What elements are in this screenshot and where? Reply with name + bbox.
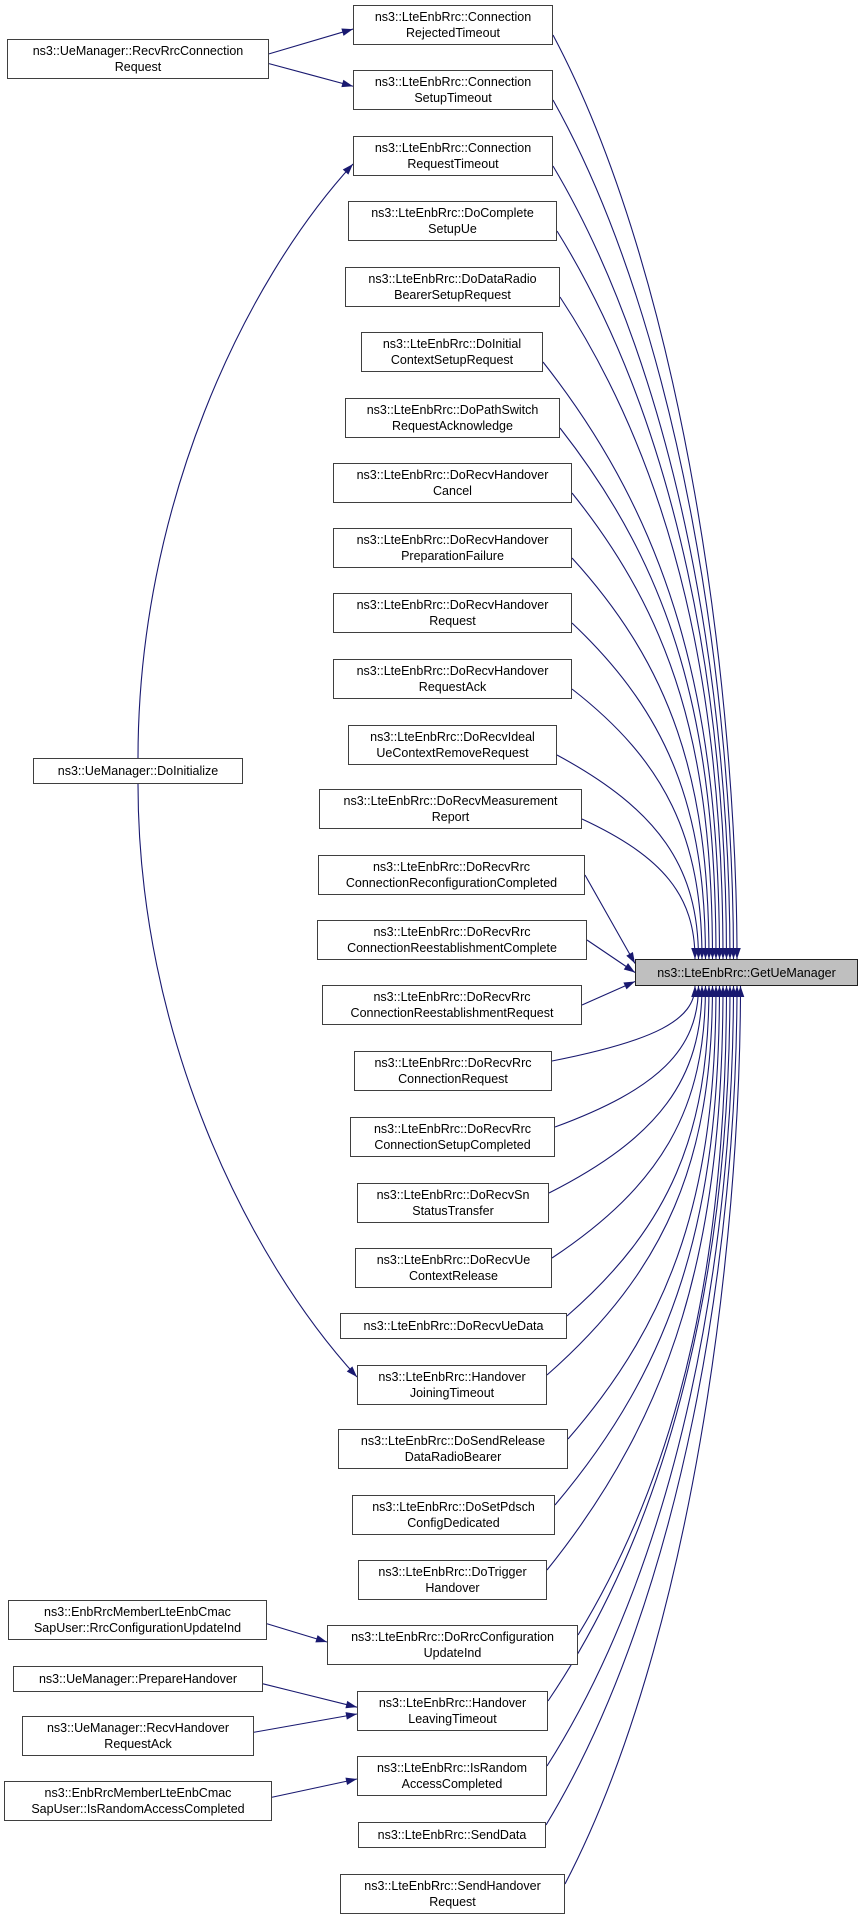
node-do-recv-rrc-connection-setup-completed[interactable] <box>350 1117 555 1157</box>
node-do-complete-setup-ue[interactable] <box>348 201 557 241</box>
node-label-line: AccessCompleted <box>401 1777 503 1791</box>
node-label-line: ns3::UeManager::PrepareHandover <box>38 1672 238 1686</box>
node-label-line: ns3::LteEnbRrc::DoRecvRrc <box>373 990 531 1004</box>
node-is-random-access-completed[interactable] <box>357 1756 547 1796</box>
node-do-recv-sn-status-transfer[interactable] <box>357 1183 549 1223</box>
node-label-line: UpdateInd <box>423 1646 482 1660</box>
node-label-line: ConnectionReconfigurationCompleted <box>345 876 558 890</box>
node-label-line: ns3::UeManager::RecvHandover <box>46 1721 230 1735</box>
node-label-line: LeavingTimeout <box>408 1712 497 1726</box>
edge-recv-rrc-connection-request-to-connection-setup-timeout <box>269 64 353 87</box>
node-label-line: ns3::LteEnbRrc::DoRecvUeData <box>363 1319 544 1333</box>
node-do-trigger-handover[interactable] <box>358 1560 547 1600</box>
edge-do-send-release-data-radio-bearer-to-get-ue-manager <box>568 986 716 1439</box>
edge-recv-rrc-connection-request-to-connection-setup-timeout-arrowhead <box>341 80 353 87</box>
node-label-line: ns3::LteEnbRrc::DoComplete <box>371 206 534 220</box>
node-label-line: RequestAck <box>418 680 487 694</box>
node-label-line: SapUser::IsRandomAccessCompleted <box>31 1802 245 1816</box>
node-do-recv-handover-request-ack[interactable] <box>333 659 572 699</box>
node-do-recv-ue-context-release[interactable] <box>355 1248 552 1288</box>
node-label-line: ns3::LteEnbRrc::Handover <box>378 1696 527 1710</box>
node-label-line: ns3::LteEnbRrc::DoRecvHandover <box>356 664 549 678</box>
node-label-line: ns3::EnbRrcMemberLteEnbCmac <box>44 1605 231 1619</box>
node-do-set-pdsch-config-dedicated[interactable] <box>352 1495 555 1535</box>
node-label-line: SetupTimeout <box>414 91 492 105</box>
edge-do-recv-rrc-connection-reestablishment-complete-to-get-ue-manager-arrowhead <box>624 963 635 972</box>
edge-recv-rrc-connection-request-to-connection-rejected-timeout <box>269 29 353 54</box>
node-get-ue-manager <box>635 959 858 986</box>
node-do-rrc-configuration-update-ind[interactable] <box>327 1625 578 1665</box>
node-do-recv-rrc-connection-reestablishment-complete[interactable] <box>317 920 587 960</box>
node-label-line: ns3::LteEnbRrc::IsRandom <box>376 1761 528 1775</box>
node-do-recv-handover-preparation-failure[interactable] <box>333 528 572 568</box>
node-label-line: RequestAcknowledge <box>392 419 513 433</box>
node-label-line: ns3::LteEnbRrc::DoPathSwitch <box>366 403 539 417</box>
edge-recv-handover-request-ack-to-handover-leaving-timeout <box>254 1714 357 1732</box>
node-label-line: ns3::LteEnbRrc::Connection <box>374 10 532 24</box>
edge-do-recv-rrc-connection-reconfiguration-completed-to-get-ue-manager <box>585 875 635 964</box>
node-label-line: ns3::LteEnbRrc::DoRecvUe <box>376 1253 531 1267</box>
node-do-initialize[interactable] <box>33 758 243 784</box>
edge-cmac-is-random-access-completed-to-is-random-access-completed <box>272 1779 357 1797</box>
node-connection-setup-timeout[interactable] <box>353 70 553 110</box>
node-label-line: Request <box>429 614 476 628</box>
node-label-line: ns3::LteEnbRrc::DoRrcConfiguration <box>351 1630 554 1644</box>
node-label-line: ConnectionSetupCompleted <box>374 1138 531 1152</box>
node-connection-rejected-timeout[interactable] <box>353 5 553 45</box>
node-do-recv-handover-request[interactable] <box>333 593 572 633</box>
edge-handover-leaving-timeout-to-get-ue-manager <box>548 986 730 1701</box>
node-connection-request-timeout[interactable] <box>353 136 553 176</box>
node-do-recv-rrc-connection-request[interactable] <box>354 1051 552 1091</box>
node-label-line: ns3::LteEnbRrc::DoRecvRrc <box>372 860 530 874</box>
node-label-line: BearerSetupRequest <box>394 288 511 302</box>
node-label-line: Report <box>431 810 470 824</box>
node-label-line: Cancel <box>433 484 472 498</box>
node-send-data[interactable] <box>358 1822 546 1848</box>
node-label-line: ns3::LteEnbRrc::DoTrigger <box>378 1565 527 1579</box>
node-label-line: StatusTransfer <box>412 1204 494 1218</box>
node-do-recv-measurement-report[interactable] <box>319 789 582 829</box>
node-label-line: RejectedTimeout <box>405 26 501 40</box>
node-label-line: ContextRelease <box>409 1269 498 1283</box>
node-label-line: ns3::LteEnbRrc::SendData <box>377 1828 527 1842</box>
edge-do-recv-rrc-connection-reestablishment-request-to-get-ue-manager-arrowhead <box>623 982 635 990</box>
node-label-line: SetupUe <box>428 222 477 236</box>
node-label-line: ns3::LteEnbRrc::DoRecvHandover <box>356 533 549 547</box>
node-label-line: Handover <box>425 1581 480 1595</box>
edge-do-recv-handover-preparation-failure-to-get-ue-manager <box>572 558 709 959</box>
node-do-recv-ue-data[interactable] <box>340 1313 567 1339</box>
node-label-line: ns3::LteEnbRrc::Connection <box>374 75 532 89</box>
node-label-line: ConnectionRequest <box>398 1072 508 1086</box>
edge-prepare-handover-to-handover-leaving-timeout <box>263 1684 357 1707</box>
node-do-path-switch-request-acknowledge[interactable] <box>345 398 560 438</box>
edge-prepare-handover-to-handover-leaving-timeout-arrowhead <box>345 1701 357 1708</box>
node-label-line: ns3::LteEnbRrc::DoRecvHandover <box>356 468 549 482</box>
node-label-line: ns3::LteEnbRrc::DoDataRadio <box>368 272 537 286</box>
edge-do-recv-rrc-connection-reconfiguration-completed-to-get-ue-manager-arrowhead <box>626 952 635 963</box>
edge-recv-rrc-connection-request-to-connection-rejected-timeout-arrowhead <box>341 29 353 36</box>
node-handover-leaving-timeout[interactable] <box>357 1691 548 1731</box>
edge-recv-handover-request-ack-to-handover-leaving-timeout-arrowhead <box>346 1712 357 1719</box>
node-label-line: PreparationFailure <box>401 549 504 563</box>
node-label-line: ns3::LteEnbRrc::Connection <box>374 141 532 155</box>
edge-cmac-is-random-access-completed-to-is-random-access-completed-arrowhead <box>345 1778 357 1785</box>
node-do-recv-rrc-connection-reconfiguration-completed[interactable] <box>318 855 585 895</box>
node-label-line: ns3::LteEnbRrc::DoRecvRrc <box>373 1122 531 1136</box>
node-label-line: ns3::LteEnbRrc::DoRecvSn <box>376 1188 530 1202</box>
node-do-recv-ideal-ue-context-remove-request[interactable] <box>348 725 557 765</box>
node-label-line: ConnectionReestablishmentRequest <box>350 1006 554 1020</box>
node-label-line: ns3::LteEnbRrc::SendHandover <box>364 1879 541 1893</box>
node-label-line: ns3::LteEnbRrc::DoRecvIdeal <box>370 730 535 744</box>
node-label-line: SapUser::RrcConfigurationUpdateInd <box>33 1621 242 1635</box>
node-label-line: ns3::EnbRrcMemberLteEnbCmac <box>44 1786 232 1800</box>
edge-do-recv-ue-context-release-to-get-ue-manager <box>552 986 706 1258</box>
node-recv-handover-request-ack[interactable] <box>22 1716 254 1756</box>
edge-connection-request-timeout-to-get-ue-manager <box>553 166 730 959</box>
node-label-line: DataRadioBearer <box>404 1450 502 1464</box>
node-do-data-radio-bearer-setup-request[interactable] <box>345 267 560 307</box>
node-handover-joining-timeout[interactable] <box>357 1365 547 1405</box>
edge-send-data-to-get-ue-manager <box>546 986 737 1825</box>
node-label-line: ContextSetupRequest <box>390 353 514 367</box>
node-label-line: JoiningTimeout <box>409 1386 495 1400</box>
node-send-handover-request[interactable] <box>340 1874 565 1914</box>
node-label-line: RequestTimeout <box>407 157 499 171</box>
node-label-line: ConnectionReestablishmentComplete <box>347 941 557 955</box>
edge-do-recv-measurement-report-to-get-ue-manager <box>582 819 695 959</box>
node-label-line: ns3::LteEnbRrc::DoSendRelease <box>360 1434 546 1448</box>
node-label-line: Request <box>114 60 162 74</box>
node-label-line: ns3::LteEnbRrc::DoRecvHandover <box>356 598 549 612</box>
node-label-line: ns3::LteEnbRrc::DoRecvRrc <box>374 1056 532 1070</box>
edge-do-initialize-to-connection-request-timeout <box>138 164 353 758</box>
node-label-line: RequestAck <box>104 1737 172 1751</box>
node-label-line: ns3::LteEnbRrc::DoRecvRrc <box>373 925 531 939</box>
edge-do-set-pdsch-config-dedicated-to-get-ue-manager <box>555 986 720 1505</box>
node-do-recv-rrc-connection-reestablishment-request[interactable] <box>322 985 582 1025</box>
node-do-recv-handover-cancel[interactable] <box>333 463 572 503</box>
node-cmac-is-random-access-completed[interactable] <box>4 1781 272 1821</box>
node-label-line: ns3::LteEnbRrc::GetUeManager <box>657 965 836 980</box>
node-label-line: UeContextRemoveRequest <box>376 746 529 760</box>
edge-do-complete-setup-ue-to-get-ue-manager <box>557 231 727 959</box>
node-label-line: ns3::UeManager::DoInitialize <box>57 764 219 778</box>
node-do-initial-context-setup-request[interactable] <box>361 332 543 372</box>
node-label-line: Request <box>429 1895 476 1909</box>
node-prepare-handover[interactable] <box>13 1666 263 1692</box>
node-label-line: ConfigDedicated <box>407 1516 500 1530</box>
node-cmac-rrc-configuration-update-ind[interactable] <box>8 1600 267 1640</box>
node-label-line: ns3::LteEnbRrc::DoRecvMeasurement <box>343 794 558 808</box>
node-label-line: ns3::LteEnbRrc::DoSetPdsch <box>372 1500 535 1514</box>
node-label-line: ns3::LteEnbRrc::DoInitial <box>382 337 522 351</box>
node-recv-rrc-connection-request[interactable] <box>7 39 269 79</box>
node-do-send-release-data-radio-bearer[interactable] <box>338 1429 568 1469</box>
node-label-line: ns3::LteEnbRrc::Handover <box>378 1370 526 1384</box>
node-label-line: ns3::UeManager::RecvRrcConnection <box>32 44 244 58</box>
edge-cmac-rrc-configuration-update-ind-to-do-rrc-configuration-update-ind-arrowhead <box>315 1635 327 1642</box>
